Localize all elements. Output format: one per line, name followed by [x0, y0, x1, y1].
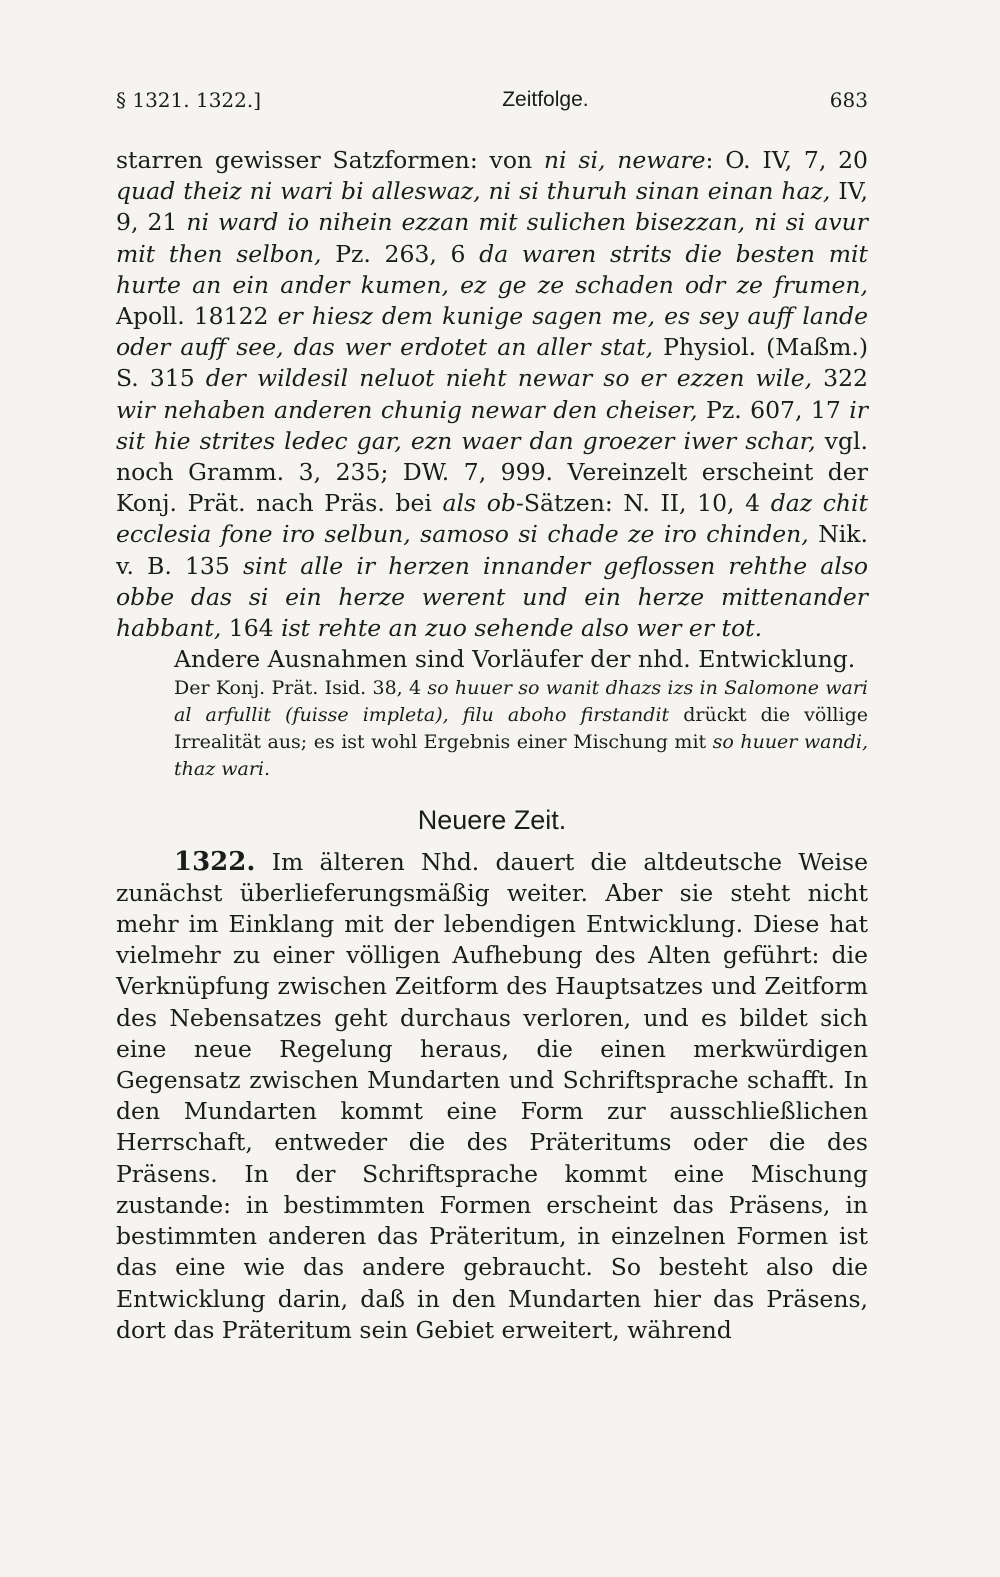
text-run: -Sätzen: N. II, 10, 4	[515, 489, 771, 518]
example-citation: da waren strits die besten mit hurte an ein ander kumen, ez ge ze schaden odr ze frumen,	[116, 239, 868, 299]
paragraph-continued	[116, 145, 868, 644]
example-citation: sint alle ir herzen innander geflossen rehthe also obbe das si ein herze werent und ein herze mittenander habbant,	[116, 551, 869, 643]
example-citation: ni si, neware	[543, 146, 706, 174]
example-citation: ist rehte an zuo sehende also wer er tot.	[281, 614, 763, 643]
section-paragraph	[116, 847, 868, 1346]
running-title: Zeitfolge.	[502, 88, 589, 111]
page-number: 683	[829, 88, 868, 112]
paragraph-exceptions: Andere Ausnahmen sind Vorläufer der nhd. Entwicklung.	[174, 645, 856, 674]
text-run: Der Konj. Prät. Isid. 38, 4	[174, 677, 428, 700]
page-body	[116, 145, 868, 1346]
text-run: Physiol. (Maßm.) S. 315	[116, 333, 868, 393]
text-run: 322	[812, 364, 869, 393]
example-citation: ni ward io nihein ezzan mit sulichen bisezzan, ni si avur mit then selbon,	[116, 208, 868, 268]
example-citation: wir nehaben anderen chunig newar den cheiser,	[116, 395, 698, 424]
example-citation: daz chit ecclesia fone iro selbun, samoso si chade ze iro chinden,	[116, 489, 869, 549]
example-citation: als ob	[442, 489, 516, 518]
example-citation: er hiesz dem kunige sagen me, es sey auff lande oder auff see, das wer erdotet an aller stat,	[116, 302, 868, 362]
text-run: Apoll. 18122	[116, 302, 278, 331]
footnote-remark	[116, 675, 868, 783]
example-citation: so huuer wandi, thaz wari.	[174, 731, 868, 781]
text-run: starren gewisser Satzformen: von	[116, 146, 544, 174]
text-run: Im älteren Nhd. dauert die altdeutsche Weise zunächst überlieferungsmäßig weiter. Aber sie steht nicht mehr im Einklang mit der lebendigen Entwicklung. Diese hat vielmehr zu einer völligen Aufhebung des Alten geführt: die Verknüpfung zwischen Zeitform des Hauptsatzes und Zeitform des Nebensatzes geht durchaus verloren, und es bildet sich eine neue Regelung heraus, die einen merkwürdigen Gegensatz zwischen Mundarten und Schriftsprache schafft. In den Mundarten kommt eine Form zur ausschließlichen Herrschaft, entweder die des Präteritums oder die des Präsens. In der Schriftsprache kommt eine Mischung zustande: in bestimmten Formen erscheint das Präsens, in bestimmten anderen das Präteritum, in einzelnen Formen ist das eine wie das andere gebraucht. So besteht also die Entwicklung darin, daß in den Mundarten hier das Präsens, dort das Präteritum sein Gebiet erweitert, während	[116, 847, 868, 1344]
text-run: : O. IV, 7, 20	[705, 146, 868, 174]
paragraph-number: 1322.	[174, 846, 256, 877]
text-run: vgl. noch Gramm. 3, 235; DW. 7, 999. Vereinzelt erscheint der Konj. Prät. nach Präs. bei	[116, 426, 868, 518]
text-run: Pz. 607, 17	[697, 395, 850, 424]
text-run: Nik. v. B. 135	[116, 520, 868, 580]
running-header	[116, 88, 868, 112]
example-citation: quad theiz ni wari bi alleswaz, ni si thuruh sinan einan haz,	[116, 177, 831, 206]
section-heading: Neuere Zeit.	[417, 805, 567, 836]
example-citation: ir sit hie strites ledec gar, ezn waer dan groezer iwer schar,	[116, 395, 869, 455]
text-run: 164	[221, 614, 282, 643]
section-reference: § 1321. 1322.]	[116, 88, 262, 112]
text-run: Pz. 263, 6	[321, 239, 480, 268]
example-citation: der wildesil neluot nieht newar so er ezzen wile,	[205, 364, 813, 393]
text-run: IV, 9, 21	[116, 177, 868, 237]
text-run: drückt die völlige Irrealität aus; es ist wohl Ergebnis einer Mischung mit	[174, 704, 868, 754]
example-citation: so huuer so wanit dhazs izs in Salomone wari al arfullit (fuisse impleta), filu aboho firstandit	[174, 677, 868, 727]
